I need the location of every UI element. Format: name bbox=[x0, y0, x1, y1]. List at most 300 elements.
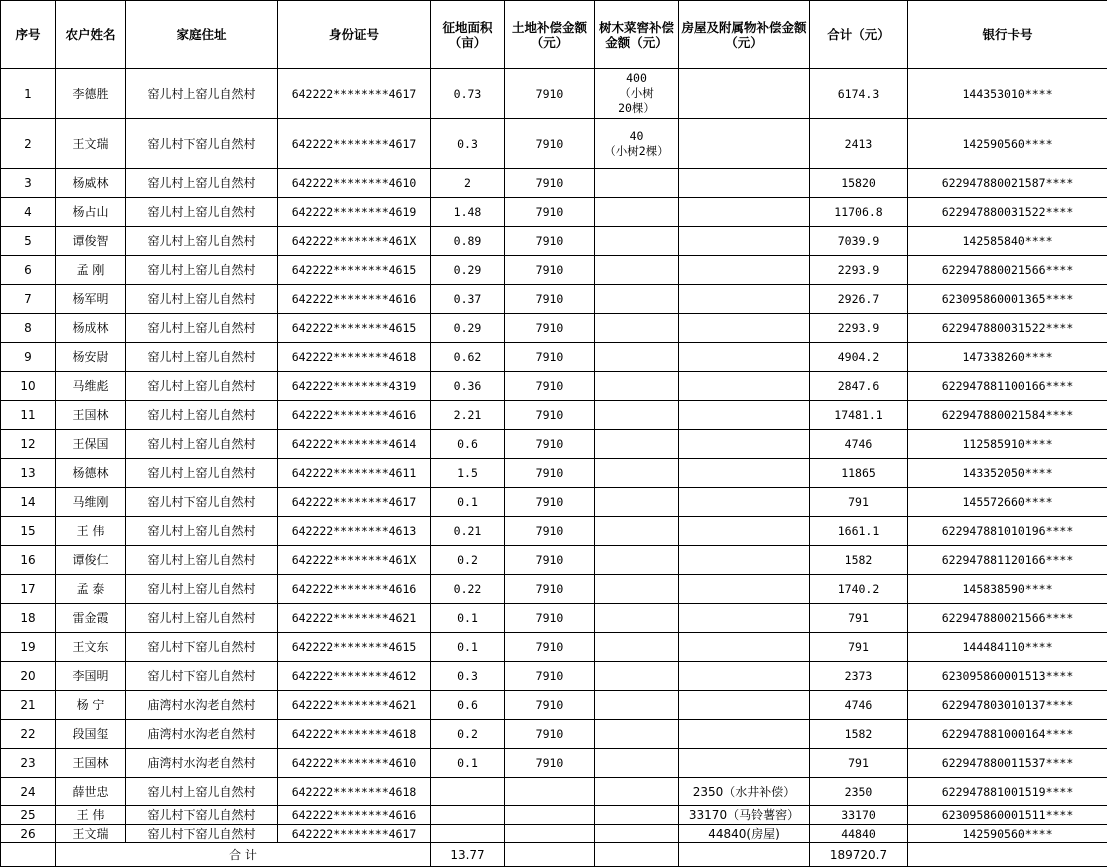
id-number: 642222********4615 bbox=[278, 256, 431, 285]
tree-compensation bbox=[595, 169, 679, 198]
tree-compensation bbox=[595, 488, 679, 517]
home-address: 窑儿村上窑儿自然村 bbox=[126, 372, 278, 401]
row-index: 10 bbox=[1, 372, 56, 401]
row-index: 12 bbox=[1, 430, 56, 459]
house-compensation bbox=[679, 633, 810, 662]
id-number: 642222********4615 bbox=[278, 314, 431, 343]
home-address: 窑儿村上窑儿自然村 bbox=[126, 227, 278, 256]
row-index: 16 bbox=[1, 546, 56, 575]
row-index: 13 bbox=[1, 459, 56, 488]
bank-card: 144484110**** bbox=[908, 633, 1107, 662]
land-area: 0.89 bbox=[431, 227, 505, 256]
table-body bbox=[1, 69, 1107, 843]
row-total: 44840 bbox=[810, 825, 908, 843]
table-row bbox=[1, 546, 1107, 575]
bank-card: 622947881000164**** bbox=[908, 720, 1107, 749]
row-total: 791 bbox=[810, 488, 908, 517]
house-compensation: 33170（马铃薯窖） bbox=[679, 806, 810, 825]
row-total: 1740.2 bbox=[810, 575, 908, 604]
row-total: 4904.2 bbox=[810, 343, 908, 372]
tree-compensation bbox=[595, 720, 679, 749]
row-index: 20 bbox=[1, 662, 56, 691]
row-total: 1661.1 bbox=[810, 517, 908, 546]
row-total: 2293.9 bbox=[810, 256, 908, 285]
farmer-name: 马维彪 bbox=[56, 372, 126, 401]
id-number: 642222********4610 bbox=[278, 749, 431, 778]
row-index: 4 bbox=[1, 198, 56, 227]
land-compensation: 7910 bbox=[505, 430, 595, 459]
land-compensation: 7910 bbox=[505, 575, 595, 604]
house-compensation bbox=[679, 285, 810, 314]
farmer-name: 李国明 bbox=[56, 662, 126, 691]
farmer-name: 谭俊智 bbox=[56, 227, 126, 256]
land-area: 0.1 bbox=[431, 749, 505, 778]
row-total: 791 bbox=[810, 604, 908, 633]
table-row bbox=[1, 169, 1107, 198]
land-area: 0.2 bbox=[431, 546, 505, 575]
bank-card: 147338260**** bbox=[908, 343, 1107, 372]
table-row bbox=[1, 662, 1107, 691]
id-number: 642222********4611 bbox=[278, 459, 431, 488]
land-compensation: 7910 bbox=[505, 546, 595, 575]
header-house-compensation: 房屋及附属物补偿金额（元） bbox=[679, 1, 810, 69]
home-address: 窑儿村上窑儿自然村 bbox=[126, 459, 278, 488]
land-compensation: 7910 bbox=[505, 256, 595, 285]
row-total: 15820 bbox=[810, 169, 908, 198]
bank-card: 622947881100166**** bbox=[908, 372, 1107, 401]
row-total: 4746 bbox=[810, 430, 908, 459]
id-number: 642222********461X bbox=[278, 227, 431, 256]
land-area: 0.62 bbox=[431, 343, 505, 372]
row-index: 25 bbox=[1, 806, 56, 825]
row-total: 2293.9 bbox=[810, 314, 908, 343]
id-number: 642222********4616 bbox=[278, 575, 431, 604]
id-number: 642222********4613 bbox=[278, 517, 431, 546]
land-area: 0.3 bbox=[431, 662, 505, 691]
row-index: 24 bbox=[1, 778, 56, 806]
bank-card: 622947880021566**** bbox=[908, 256, 1107, 285]
row-index: 6 bbox=[1, 256, 56, 285]
land-compensation: 7910 bbox=[505, 749, 595, 778]
table-row bbox=[1, 430, 1107, 459]
farmer-name: 王保国 bbox=[56, 430, 126, 459]
home-address: 窑儿村下窑儿自然村 bbox=[126, 806, 278, 825]
bank-card: 142590560**** bbox=[908, 119, 1107, 169]
table-row bbox=[1, 575, 1107, 604]
header-index: 序号 bbox=[1, 1, 56, 69]
farmer-name: 杨 宁 bbox=[56, 691, 126, 720]
bank-card: 145838590**** bbox=[908, 575, 1107, 604]
home-address: 窑儿村上窑儿自然村 bbox=[126, 343, 278, 372]
land-compensation: 7910 bbox=[505, 285, 595, 314]
tree-compensation bbox=[595, 285, 679, 314]
row-index: 19 bbox=[1, 633, 56, 662]
house-compensation bbox=[679, 430, 810, 459]
house-compensation bbox=[679, 343, 810, 372]
farmer-name: 王国林 bbox=[56, 749, 126, 778]
tree-compensation bbox=[595, 343, 679, 372]
row-total: 791 bbox=[810, 633, 908, 662]
house-compensation bbox=[679, 198, 810, 227]
bank-card: 622947880031522**** bbox=[908, 198, 1107, 227]
farmer-name: 杨德林 bbox=[56, 459, 126, 488]
grand-total: 189720.7 bbox=[810, 843, 908, 867]
land-area: 0.1 bbox=[431, 488, 505, 517]
home-address: 窑儿村上窑儿自然村 bbox=[126, 546, 278, 575]
table-row bbox=[1, 343, 1107, 372]
land-area: 0.1 bbox=[431, 604, 505, 633]
id-number: 642222********4618 bbox=[278, 343, 431, 372]
tree-compensation bbox=[595, 806, 679, 825]
land-compensation: 7910 bbox=[505, 343, 595, 372]
id-number: 642222********4617 bbox=[278, 488, 431, 517]
bank-card: 622947803010137**** bbox=[908, 691, 1107, 720]
id-number: 642222********4617 bbox=[278, 119, 431, 169]
house-compensation bbox=[679, 546, 810, 575]
bank-card: 623095860001365**** bbox=[908, 285, 1107, 314]
tree-compensation bbox=[595, 575, 679, 604]
home-address: 窑儿村上窑儿自然村 bbox=[126, 285, 278, 314]
table-row bbox=[1, 604, 1107, 633]
bank-card: 142590560**** bbox=[908, 825, 1107, 843]
row-total: 791 bbox=[810, 749, 908, 778]
bank-card: 145572660**** bbox=[908, 488, 1107, 517]
table-row bbox=[1, 720, 1107, 749]
header-bank-card: 银行卡号 bbox=[908, 1, 1107, 69]
row-index: 1 bbox=[1, 69, 56, 119]
land-compensation: 7910 bbox=[505, 604, 595, 633]
land-compensation bbox=[505, 806, 595, 825]
table-row bbox=[1, 401, 1107, 430]
tree-compensation bbox=[595, 401, 679, 430]
tree-compensation: 400 （小树 20棵） bbox=[595, 69, 679, 119]
land-compensation: 7910 bbox=[505, 517, 595, 546]
header-name: 农户姓名 bbox=[56, 1, 126, 69]
house-compensation bbox=[679, 575, 810, 604]
home-address: 窑儿村上窑儿自然村 bbox=[126, 604, 278, 633]
house-compensation bbox=[679, 169, 810, 198]
id-number: 642222********4614 bbox=[278, 430, 431, 459]
land-compensation: 7910 bbox=[505, 169, 595, 198]
row-index: 23 bbox=[1, 749, 56, 778]
row-total: 4746 bbox=[810, 691, 908, 720]
id-number: 642222********4619 bbox=[278, 198, 431, 227]
house-compensation: 44840(房屋) bbox=[679, 825, 810, 843]
row-total: 33170 bbox=[810, 806, 908, 825]
row-index: 9 bbox=[1, 343, 56, 372]
house-compensation bbox=[679, 749, 810, 778]
table-row bbox=[1, 633, 1107, 662]
row-index: 3 bbox=[1, 169, 56, 198]
bank-card: 622947880021587**** bbox=[908, 169, 1107, 198]
tree-compensation: 40 （小树2棵） bbox=[595, 119, 679, 169]
table-row bbox=[1, 372, 1107, 401]
tree-compensation bbox=[595, 749, 679, 778]
house-compensation bbox=[679, 69, 810, 119]
farmer-name: 杨威林 bbox=[56, 169, 126, 198]
home-address: 窑儿村上窑儿自然村 bbox=[126, 401, 278, 430]
home-address: 窑儿村上窑儿自然村 bbox=[126, 575, 278, 604]
land-area: 1.48 bbox=[431, 198, 505, 227]
id-number: 642222********4616 bbox=[278, 401, 431, 430]
id-number: 642222********4610 bbox=[278, 169, 431, 198]
farmer-name: 薛世忠 bbox=[56, 778, 126, 806]
home-address: 窑儿村下窑儿自然村 bbox=[126, 825, 278, 843]
table-row bbox=[1, 69, 1107, 119]
farmer-name: 段国玺 bbox=[56, 720, 126, 749]
land-area: 1.5 bbox=[431, 459, 505, 488]
row-total: 7039.9 bbox=[810, 227, 908, 256]
tree-compensation bbox=[595, 256, 679, 285]
land-area: 0.6 bbox=[431, 430, 505, 459]
table-row bbox=[1, 198, 1107, 227]
land-area bbox=[431, 806, 505, 825]
land-compensation bbox=[505, 825, 595, 843]
row-index: 26 bbox=[1, 825, 56, 843]
home-address: 窑儿村下窑儿自然村 bbox=[126, 662, 278, 691]
land-area: 0.22 bbox=[431, 575, 505, 604]
farmer-name: 孟 泰 bbox=[56, 575, 126, 604]
house-compensation bbox=[679, 662, 810, 691]
house-compensation bbox=[679, 227, 810, 256]
id-number: 642222********4617 bbox=[278, 825, 431, 843]
header-area: 征地面积（亩） bbox=[431, 1, 505, 69]
row-index: 22 bbox=[1, 720, 56, 749]
id-number: 642222********4617 bbox=[278, 69, 431, 119]
house-compensation bbox=[679, 401, 810, 430]
land-area: 0.21 bbox=[431, 517, 505, 546]
row-total: 1582 bbox=[810, 546, 908, 575]
land-compensation: 7910 bbox=[505, 401, 595, 430]
id-number: 642222********4621 bbox=[278, 691, 431, 720]
house-compensation bbox=[679, 256, 810, 285]
home-address: 窑儿村上窑儿自然村 bbox=[126, 69, 278, 119]
land-area bbox=[431, 825, 505, 843]
row-total: 2926.7 bbox=[810, 285, 908, 314]
row-index: 8 bbox=[1, 314, 56, 343]
total-area: 13.77 bbox=[431, 843, 505, 867]
land-compensation: 7910 bbox=[505, 314, 595, 343]
bank-card: 622947880021566**** bbox=[908, 604, 1107, 633]
tree-compensation bbox=[595, 691, 679, 720]
id-number: 642222********4621 bbox=[278, 604, 431, 633]
home-address: 窑儿村下窑儿自然村 bbox=[126, 119, 278, 169]
home-address: 庙湾村水沟老自然村 bbox=[126, 720, 278, 749]
home-address: 窑儿村上窑儿自然村 bbox=[126, 256, 278, 285]
land-compensation: 7910 bbox=[505, 227, 595, 256]
tree-compensation bbox=[595, 372, 679, 401]
home-address: 庙湾村水沟老自然村 bbox=[126, 749, 278, 778]
row-index: 21 bbox=[1, 691, 56, 720]
row-index: 11 bbox=[1, 401, 56, 430]
home-address: 窑儿村上窑儿自然村 bbox=[126, 430, 278, 459]
home-address: 窑儿村上窑儿自然村 bbox=[126, 198, 278, 227]
house-compensation bbox=[679, 691, 810, 720]
land-compensation: 7910 bbox=[505, 633, 595, 662]
house-compensation bbox=[679, 604, 810, 633]
row-total: 2350 bbox=[810, 778, 908, 806]
row-index: 14 bbox=[1, 488, 56, 517]
table-row bbox=[1, 285, 1107, 314]
farmer-name: 王国林 bbox=[56, 401, 126, 430]
bank-card: 623095860001511**** bbox=[908, 806, 1107, 825]
house-compensation bbox=[679, 372, 810, 401]
header-total: 合计（元） bbox=[810, 1, 908, 69]
table-row bbox=[1, 806, 1107, 825]
id-number: 642222********4616 bbox=[278, 806, 431, 825]
land-compensation: 7910 bbox=[505, 372, 595, 401]
bank-card: 622947880021584**** bbox=[908, 401, 1107, 430]
row-index: 15 bbox=[1, 517, 56, 546]
home-address: 窑儿村上窑儿自然村 bbox=[126, 778, 278, 806]
farmer-name: 杨军明 bbox=[56, 285, 126, 314]
home-address: 窑儿村上窑儿自然村 bbox=[126, 314, 278, 343]
farmer-name: 马维刚 bbox=[56, 488, 126, 517]
tree-compensation bbox=[595, 604, 679, 633]
row-index: 18 bbox=[1, 604, 56, 633]
tree-compensation bbox=[595, 314, 679, 343]
house-compensation bbox=[679, 488, 810, 517]
row-total: 11706.8 bbox=[810, 198, 908, 227]
table-row bbox=[1, 119, 1107, 169]
table-row bbox=[1, 778, 1107, 806]
row-total: 2373 bbox=[810, 662, 908, 691]
row-total: 11865 bbox=[810, 459, 908, 488]
tree-compensation bbox=[595, 825, 679, 843]
table-row bbox=[1, 825, 1107, 843]
house-compensation bbox=[679, 314, 810, 343]
land-area: 0.73 bbox=[431, 69, 505, 119]
bank-card: 142585840**** bbox=[908, 227, 1107, 256]
header-land-compensation: 土地补偿金额（元） bbox=[505, 1, 595, 69]
bank-card: 622947880011537**** bbox=[908, 749, 1107, 778]
table-row bbox=[1, 691, 1107, 720]
row-index: 17 bbox=[1, 575, 56, 604]
table-row bbox=[1, 314, 1107, 343]
farmer-name: 王文瑞 bbox=[56, 825, 126, 843]
farmer-name: 杨安尉 bbox=[56, 343, 126, 372]
land-area bbox=[431, 778, 505, 806]
bank-card: 112585910**** bbox=[908, 430, 1107, 459]
bank-card: 144353010**** bbox=[908, 69, 1107, 119]
land-area: 0.29 bbox=[431, 314, 505, 343]
id-number: 642222********4612 bbox=[278, 662, 431, 691]
table-row bbox=[1, 749, 1107, 778]
row-total: 17481.1 bbox=[810, 401, 908, 430]
farmer-name: 王 伟 bbox=[56, 517, 126, 546]
land-area: 2 bbox=[431, 169, 505, 198]
tree-compensation bbox=[595, 430, 679, 459]
row-index: 7 bbox=[1, 285, 56, 314]
home-address: 窑儿村上窑儿自然村 bbox=[126, 169, 278, 198]
home-address: 窑儿村下窑儿自然村 bbox=[126, 633, 278, 662]
land-area: 0.1 bbox=[431, 633, 505, 662]
row-total: 2847.6 bbox=[810, 372, 908, 401]
home-address: 窑儿村下窑儿自然村 bbox=[126, 488, 278, 517]
farmer-name: 王文东 bbox=[56, 633, 126, 662]
home-address: 庙湾村水沟老自然村 bbox=[126, 691, 278, 720]
house-compensation bbox=[679, 517, 810, 546]
land-compensation bbox=[505, 778, 595, 806]
tree-compensation bbox=[595, 546, 679, 575]
table-row bbox=[1, 517, 1107, 546]
table-row bbox=[1, 227, 1107, 256]
row-total: 1582 bbox=[810, 720, 908, 749]
home-address: 窑儿村上窑儿自然村 bbox=[126, 517, 278, 546]
tree-compensation bbox=[595, 778, 679, 806]
bank-card: 623095860001513**** bbox=[908, 662, 1107, 691]
land-area: 0.36 bbox=[431, 372, 505, 401]
land-area: 0.37 bbox=[431, 285, 505, 314]
bank-card: 622947880031522**** bbox=[908, 314, 1107, 343]
land-compensation: 7910 bbox=[505, 488, 595, 517]
farmer-name: 李德胜 bbox=[56, 69, 126, 119]
land-area: 0.3 bbox=[431, 119, 505, 169]
id-number: 642222********4616 bbox=[278, 285, 431, 314]
house-compensation bbox=[679, 119, 810, 169]
tree-compensation bbox=[595, 517, 679, 546]
land-compensation: 7910 bbox=[505, 662, 595, 691]
id-number: 642222********4618 bbox=[278, 778, 431, 806]
tree-compensation bbox=[595, 198, 679, 227]
farmer-name: 王文瑞 bbox=[56, 119, 126, 169]
id-number: 642222********4618 bbox=[278, 720, 431, 749]
land-compensation: 7910 bbox=[505, 198, 595, 227]
tree-compensation bbox=[595, 459, 679, 488]
land-compensation: 7910 bbox=[505, 69, 595, 119]
farmer-name: 王 伟 bbox=[56, 806, 126, 825]
house-compensation bbox=[679, 720, 810, 749]
table-row bbox=[1, 256, 1107, 285]
header-id-number: 身份证号 bbox=[278, 1, 431, 69]
farmer-name: 杨占山 bbox=[56, 198, 126, 227]
total-label: 合 计 bbox=[56, 843, 431, 867]
farmer-name: 孟 刚 bbox=[56, 256, 126, 285]
bank-card: 622947881001519**** bbox=[908, 778, 1107, 806]
farmer-name: 谭俊仁 bbox=[56, 546, 126, 575]
id-number: 642222********461X bbox=[278, 546, 431, 575]
row-total: 6174.3 bbox=[810, 69, 908, 119]
row-total: 2413 bbox=[810, 119, 908, 169]
bank-card: 622947881120166**** bbox=[908, 546, 1107, 575]
tree-compensation bbox=[595, 633, 679, 662]
bank-card: 622947881010196**** bbox=[908, 517, 1107, 546]
farmer-name: 杨成林 bbox=[56, 314, 126, 343]
row-index: 2 bbox=[1, 119, 56, 169]
land-area: 2.21 bbox=[431, 401, 505, 430]
table-row bbox=[1, 488, 1107, 517]
land-compensation: 7910 bbox=[505, 691, 595, 720]
land-area: 0.2 bbox=[431, 720, 505, 749]
id-number: 642222********4615 bbox=[278, 633, 431, 662]
bank-card: 143352050**** bbox=[908, 459, 1107, 488]
header-row bbox=[1, 1, 1107, 69]
farmer-name: 雷金霞 bbox=[56, 604, 126, 633]
table-row bbox=[1, 459, 1107, 488]
tree-compensation bbox=[595, 662, 679, 691]
land-compensation: 7910 bbox=[505, 119, 595, 169]
land-area: 0.6 bbox=[431, 691, 505, 720]
tree-compensation bbox=[595, 227, 679, 256]
house-compensation bbox=[679, 459, 810, 488]
land-compensation: 7910 bbox=[505, 459, 595, 488]
header-address: 家庭住址 bbox=[126, 1, 278, 69]
row-index: 5 bbox=[1, 227, 56, 256]
land-area: 0.29 bbox=[431, 256, 505, 285]
id-number: 642222********4319 bbox=[278, 372, 431, 401]
land-compensation: 7910 bbox=[505, 720, 595, 749]
house-compensation: 2350（水井补偿） bbox=[679, 778, 810, 806]
